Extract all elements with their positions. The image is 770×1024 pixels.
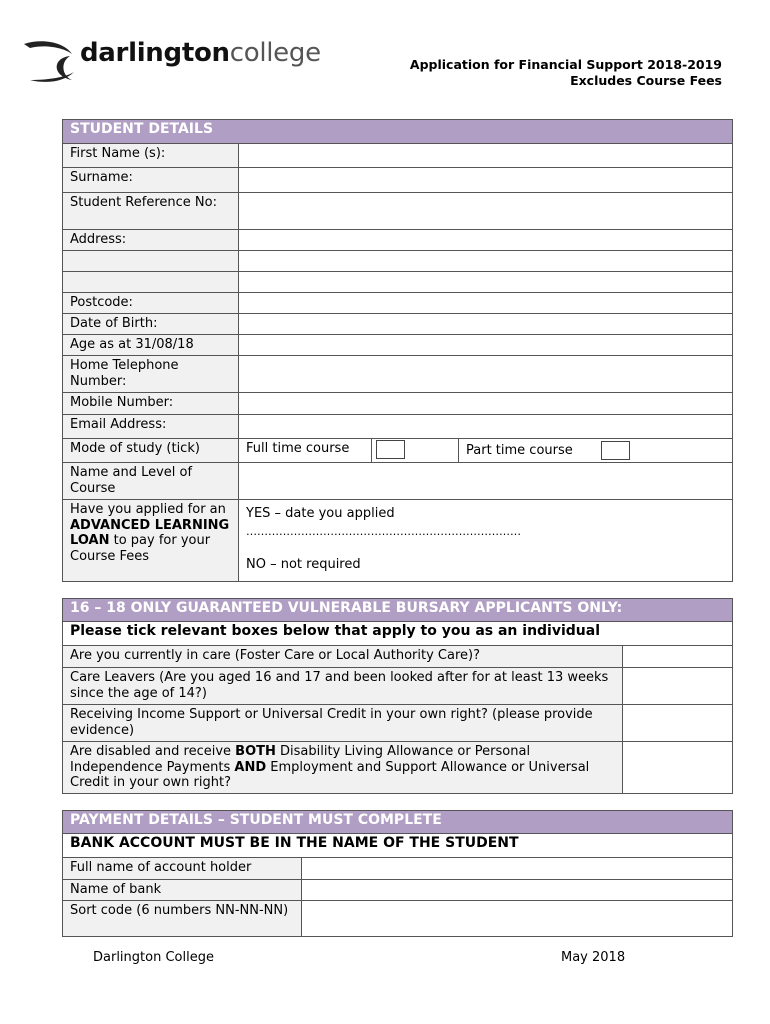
part-time-option — [459, 439, 733, 463]
mobile-field[interactable] — [239, 393, 733, 415]
bursary-q4-a: Are disabled and receive — [70, 744, 232, 759]
loan-yes-text: YES – date you applied — [246, 506, 395, 521]
first-name-field[interactable] — [239, 144, 733, 168]
full-time-label: Full time course — [246, 441, 350, 456]
loan-date-dots: ………………………………………………………………… — [246, 524, 521, 538]
bursary-q1-tick[interactable] — [623, 646, 733, 668]
loan-no-text: NO – not required — [246, 557, 361, 572]
mobile-label: Mobile Number: — [63, 393, 239, 415]
bursary-heading: 16 – 18 ONLY GUARANTEED VULNERABLE BURSARY APPLICANTS ONLY: — [63, 599, 733, 622]
student-details-table — [62, 119, 733, 582]
bursary-q4-b: BOTH — [235, 744, 276, 759]
loan-question-bold: ADVANCED LEARNING LOAN — [70, 517, 230, 548]
account-holder-field[interactable] — [302, 858, 733, 880]
age-field[interactable] — [239, 335, 733, 356]
address-field-2[interactable] — [239, 251, 733, 272]
form-title-line1: Application for Financial Support 2018-2019 — [409, 57, 722, 72]
loan-question-post: to pay for your Course Fees — [70, 533, 211, 564]
full-time-option — [239, 439, 372, 463]
form-title-line2: Excludes Course Fees — [570, 73, 722, 88]
bursary-q4-c: Disability Living Allowance or Personal Independence Payments — [70, 744, 531, 775]
account-holder-label: Full name of account holder — [63, 858, 302, 880]
bursary-q1: Are you currently in care (Foster Care or Local Authority Care)? — [63, 646, 623, 668]
dob-label: Date of Birth: — [63, 314, 239, 335]
bursary-subheading: Please tick relevant boxes below that apply to you as an individual — [63, 622, 733, 646]
address-field-1[interactable] — [239, 230, 733, 251]
bank-name-label: Name of bank — [63, 880, 302, 901]
bursary-q4-d: AND — [234, 759, 267, 775]
bursary-q4-e: Employment and Support Allowance or Universal Credit in your own right? — [70, 759, 590, 790]
loan-answer[interactable] — [239, 500, 733, 582]
payment-heading: PAYMENT DETAILS – STUDENT MUST COMPLETE — [63, 811, 733, 834]
full-time-checkbox[interactable] — [376, 440, 405, 459]
loan-question — [63, 500, 239, 582]
payment-subheading: BANK ACCOUNT MUST BE IN THE NAME OF THE STUDENT — [63, 834, 733, 858]
part-time-label: Part time course — [466, 443, 573, 458]
bursary-q2-tick[interactable] — [623, 668, 733, 705]
loan-question-pre: Have you applied for an — [70, 502, 226, 517]
address-blank-label-3 — [63, 272, 239, 293]
sort-code-field[interactable] — [302, 901, 733, 937]
mode-of-study-label: Mode of study (tick) — [63, 439, 239, 463]
bank-name-field[interactable] — [302, 880, 733, 901]
address-field-3[interactable] — [239, 272, 733, 293]
logo-bold-text: darlington — [80, 38, 230, 68]
sort-code-label: Sort code (6 numbers NN-NN-NN) — [63, 901, 302, 937]
form-title — [410, 57, 722, 89]
postcode-field[interactable] — [239, 293, 733, 314]
email-label: Email Address: — [63, 415, 239, 439]
full-time-cell — [372, 439, 459, 463]
course-label: Name and Level of Course — [63, 463, 239, 500]
bursary-q4-tick[interactable] — [623, 742, 733, 794]
bursary-q4 — [63, 742, 623, 794]
student-details-heading: STUDENT DETAILS — [63, 120, 733, 144]
logo-swoosh-icon — [22, 36, 82, 86]
footer-college: Darlington College — [93, 950, 214, 965]
home-tel-field[interactable] — [239, 356, 733, 393]
surname-field[interactable] — [239, 168, 733, 193]
student-ref-label: Student Reference No: — [63, 193, 239, 230]
part-time-checkbox[interactable] — [601, 441, 630, 460]
surname-label: Surname: — [63, 168, 239, 193]
college-logo — [22, 36, 321, 86]
footer-date: May 2018 — [561, 950, 626, 965]
bursary-table — [62, 598, 733, 794]
student-ref-field[interactable] — [239, 193, 733, 230]
dob-field[interactable] — [239, 314, 733, 335]
age-label: Age as at 31/08/18 — [63, 335, 239, 356]
postcode-label: Postcode: — [63, 293, 239, 314]
logo-light-text: college — [229, 38, 321, 68]
bursary-q3-tick[interactable] — [623, 705, 733, 742]
email-field[interactable] — [239, 415, 733, 439]
course-field[interactable] — [239, 463, 733, 500]
address-label: Address: — [63, 230, 239, 251]
address-blank-label-2 — [63, 251, 239, 272]
first-name-label: First Name (s): — [63, 144, 239, 168]
payment-table — [62, 810, 733, 937]
home-tel-label: Home Telephone Number: — [63, 356, 239, 393]
bursary-q2: Care Leavers (Are you aged 16 and 17 and been looked after for at least 13 weeks since the age of 14?) — [63, 668, 623, 705]
bursary-q3: Receiving Income Support or Universal Credit in your own right? (please provide evidence) — [63, 705, 623, 742]
